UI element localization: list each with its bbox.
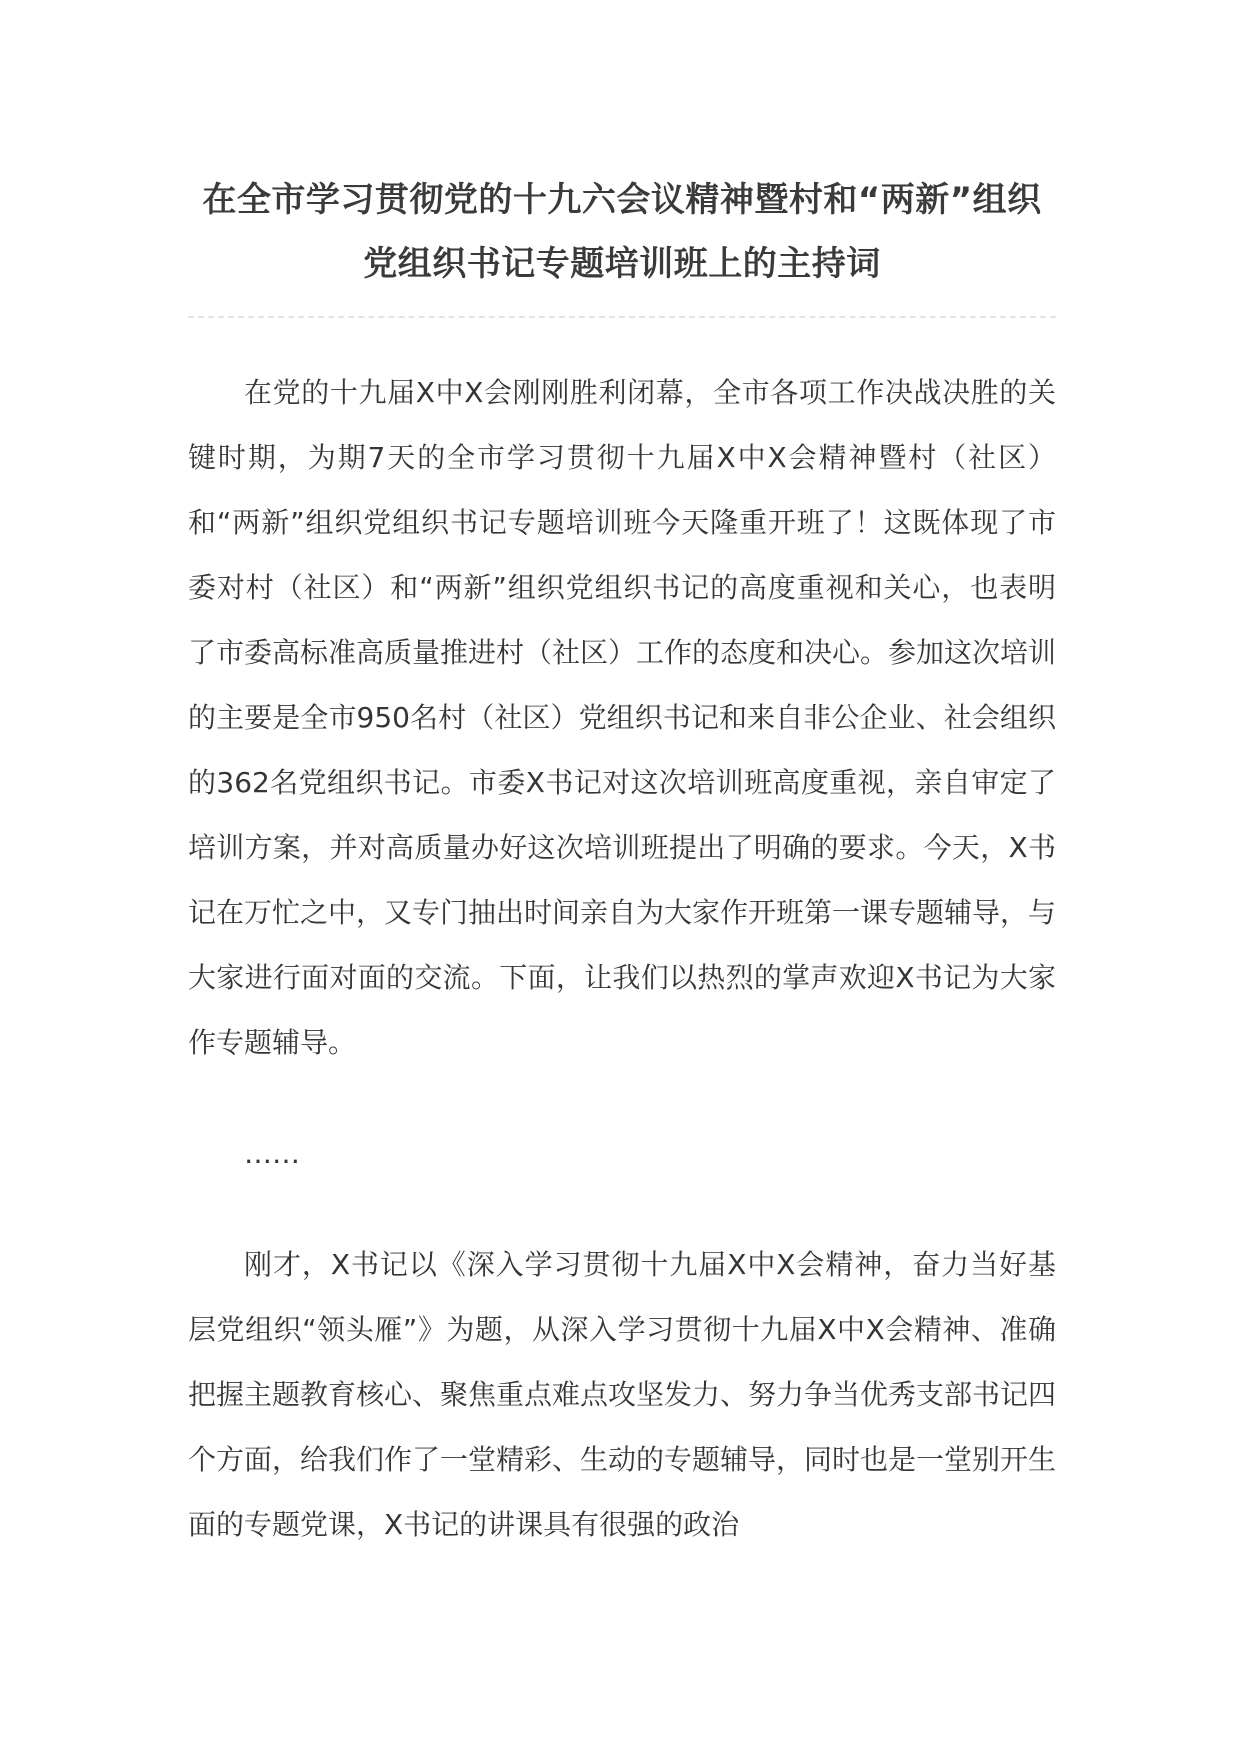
title-line-2: 党组织书记专题培训班上的主持词 <box>363 244 881 284</box>
title-divider <box>188 316 1056 318</box>
ellipsis-line: …… <box>244 1137 300 1170</box>
document-page <box>188 168 1056 1557</box>
paragraph-opening: 在党的十九届X中X会刚刚胜利闭幕，全市各项工作决战决胜的关键时期，为期7天的全市学习贯彻十九届X中X会精神暨村（社区）和“两新”组织党组织书记专题培训班今天隆重开班了！这既体现了市委对村（社区）和“两新”组织党组织书记的高度重视和关心，也表明了市委高标准高质量推进村（社区）工作的态度和决心。参加这次培训的主要是全市950名村（社区）党组织书记和来自非公企业、社会组织的362名党组织书记。市委X书记对这次培训班高度重视，亲自审定了培训方案，并对高质量办好这次培训班提出了明确的要求。今天，X书记在万忙之中，又专门抽出时间亲自为大家作开班第一课专题辅导，与大家进行面对面的交流。下面，让我们以热烈的掌声欢迎X书记为大家作专题辅导。 <box>188 376 1057 1059</box>
document-title <box>188 168 1056 296</box>
document-body <box>188 360 1056 1557</box>
paragraph-summary: 刚才，X书记以《深入学习贯彻十九届X中X会精神，奋力当好基层党组织“领头雁”》为题，从深入学习贯彻十九届X中X会精神、准确把握主题教育核心、聚焦重点难点攻坚发力、努力争当优秀支部书记四个方面，给我们作了一堂精彩、生动的专题辅导，同时也是一堂别开生面的专题党课，X书记的讲课具有很强的政治 <box>188 1248 1057 1541</box>
title-line-1: 在全市学习贯彻党的十九六会议精神暨村和“两新”组织 <box>202 180 1042 220</box>
